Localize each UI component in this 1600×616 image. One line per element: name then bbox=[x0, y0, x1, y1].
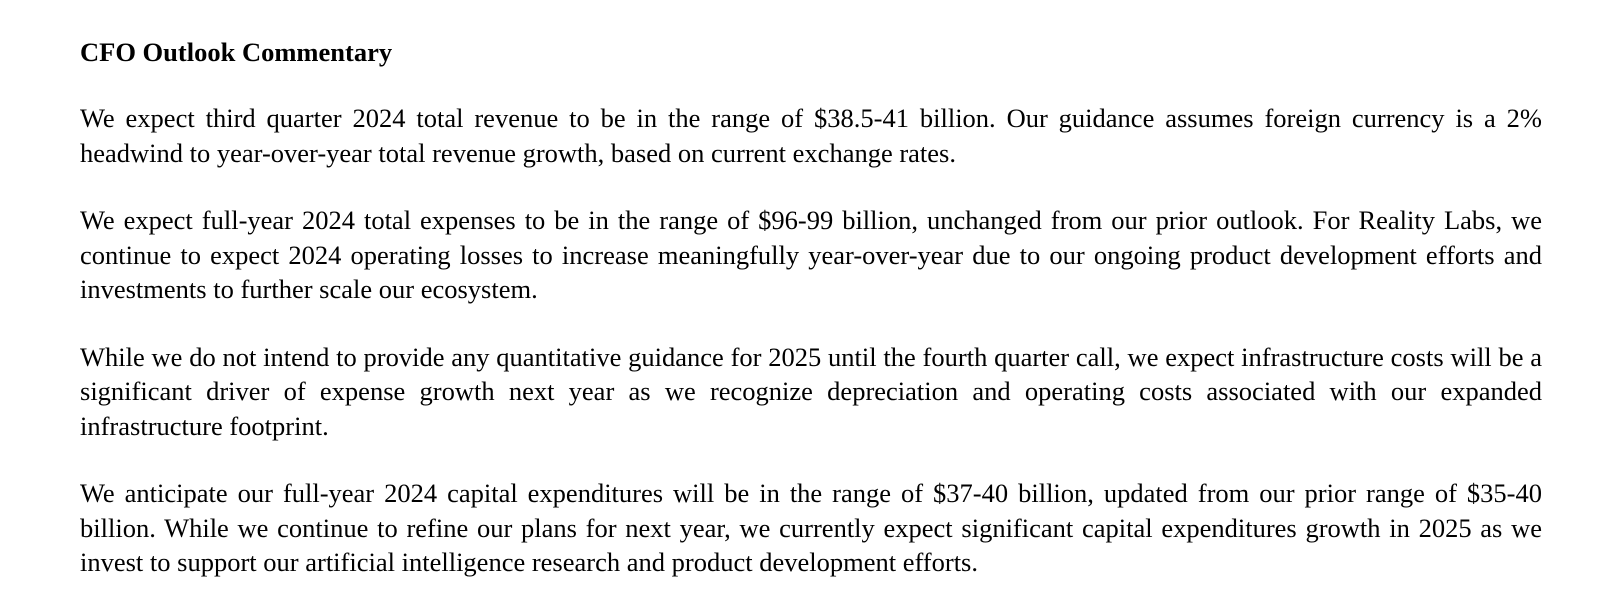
document-title: CFO Outlook Commentary bbox=[80, 37, 393, 67]
paragraph-revenue-guidance: We expect third quarter 2024 total revenue to be in the range of $38.5-41 billion. Our guidance assumes foreign currency is a 2% headwind to year-over-year total revenue growth, based on current exchange rates. bbox=[80, 103, 1542, 168]
paragraph-capital-expenditures: We anticipate our full-year 2024 capital expenditures will be in the range of $37-40 billion, updated from our prior range of $35-40 billion. While we continue to refine our plans for next year, we currently expect significant capital expenditures growth in 2025 as we invest to support our artificial intelligence research and product development efforts. bbox=[80, 478, 1542, 577]
paragraph-expense-guidance: We expect full-year 2024 total expenses to be in the range of $96-99 billion, unchanged from our prior outlook. For Reality Labs, we continue to expect 2024 operating losses to increase meaningfully year-over-year due to our ongoing product development efforts and investments to further scale our ecosystem. bbox=[80, 205, 1542, 304]
document-body bbox=[80, 34, 1542, 580]
paragraph-infrastructure-costs: While we do not intend to provide any quantitative guidance for 2025 until the fourth quarter call, we expect infrastructure costs will be a significant driver of expense growth next year as we recognize depreciation and operating costs associated with our expanded infrastructure footprint. bbox=[80, 341, 1542, 441]
